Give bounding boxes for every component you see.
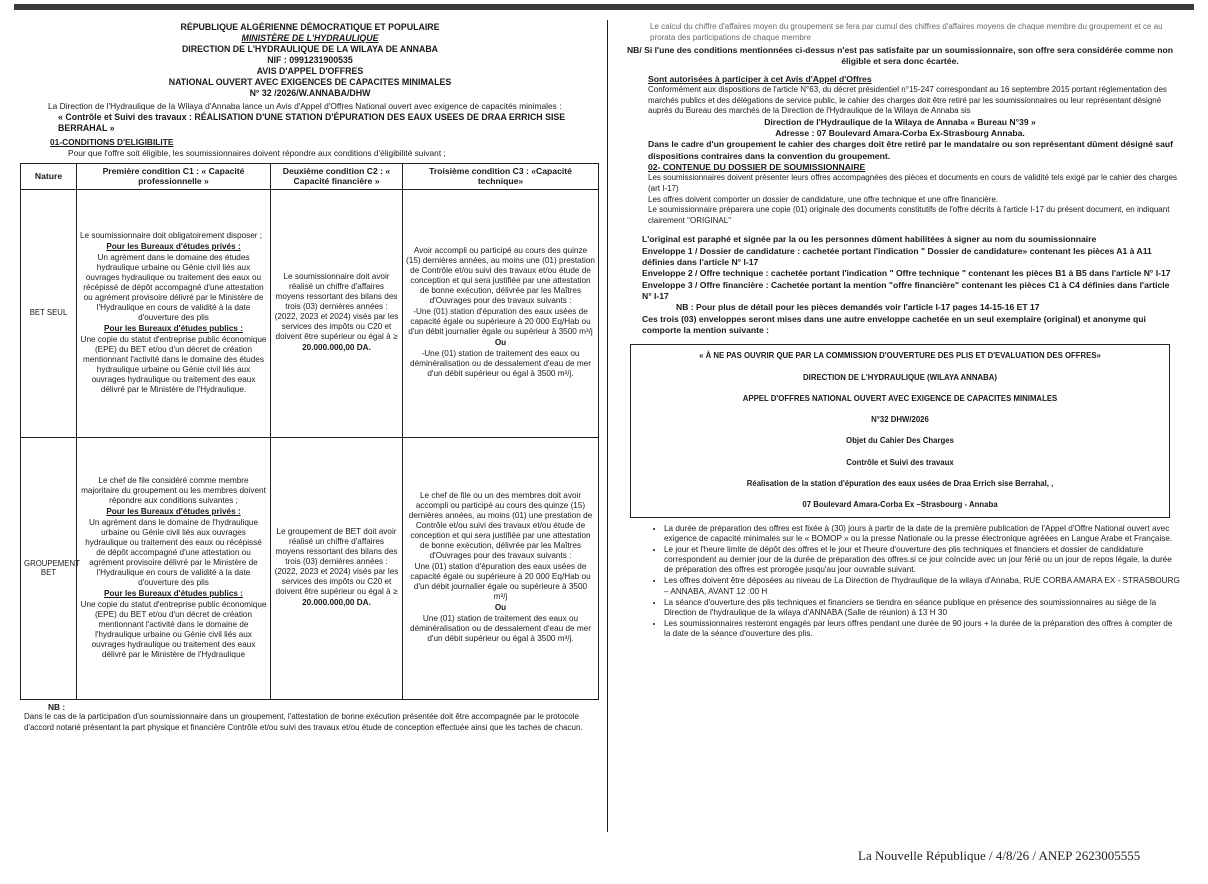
c2-amount: 20.000.000,00 DA. — [302, 343, 371, 353]
envelope-2: Enveloppe 2 / Offre technique : cachetée portant l'indication " Offre technique " contenant les pièces B1 à B5 dans l'article N° I-17 — [642, 268, 1171, 279]
c1-public-title: Pour les Bureaux d'études publics : — [104, 588, 243, 598]
box-line-8: 07 Boulevard Amara-Corba Ex –Strasbourg - Annaba — [802, 500, 998, 510]
table-row-groupement — [21, 437, 599, 699]
envelope-1: Enveloppe 1 / Dossier de candidature : cachetée portant l'indication " Dossier de candidature» contenant les pièces A1 à A11 définies dans l'article N° I-17 — [642, 245, 1152, 267]
groupement-text: Dans le cadre d'un groupement le cahier des charges doit être retiré par le mandataire ou son représentant dûment désigné sauf dispositions contraires dans la convention du groupement. — [648, 139, 1173, 161]
section2-p3: Le soumissionnaire préparera une copie (01) originale des documents constitutifs de l'offre décrits à l'article I-17 du présent document, en indiquant clairement "ORIGINAL" — [648, 205, 1170, 225]
authorized-address: Adresse : 07 Boulevard Amara-Corba Ex-Strasbourg Annaba. — [775, 128, 1025, 139]
c1-intro: Le chef de file considéré comme membre majoritaire du groupement ou les membres doivent répondre aux conditions suivantes ; — [81, 475, 266, 505]
header-number: N° 32 /2026/W.ANNABA/DHW — [249, 87, 371, 98]
table-row-bet-seul — [21, 189, 599, 437]
three-envelopes-text: Ces trois (03) enveloppes seront mises dans une autre enveloppe cachetée en un seul exemplaire (original) et anonyme qui comporte la mention suivante : — [642, 313, 1146, 335]
section2-p1: Les soumissionnaires doivent présenter leurs offres accompagnées des pièces et documents en cours de validité tels exigé par le cahier des charges (art I-17) — [648, 173, 1178, 194]
top-border-bar — [14, 4, 1194, 10]
c1-private-text: Un agrément dans le domaine de l'hydraulique urbaine ou Génie civil liés aux ouvrages hydraulique ou traitement des eaux ou récépissé de dépôt accompagné d'une attestation ou agrément provisoire délivré par le Ministère de l'Hydraulique en cours de validité à la date d'ouverture des plis — [85, 517, 262, 587]
section1-text: Pour que l'offre soit éligible, les soumissionnaires doivent répondre aux conditions d'éligibilité suivant ; — [68, 147, 446, 158]
box-line-4: N°32 DHW/2026 — [871, 415, 929, 425]
nb-eligibility: NB/ Si l'une des conditions mentionnées ci-dessus n'est pas satisfaite par un soumissionnaire, son offre sera considérée comme non éligible et sera donc écartée. — [626, 45, 1174, 67]
c3-text-a: Le chef de file ou un des membres doit avoir accompli ou participé au cours des quinze (15) dernières années, au moins (01) une prestation de Contrôle et/ou suivi des travaux et/ou étude de conception et qui sera justifiée par une attestation de bonne exécution, délivrée par les Maîtres d'Ouvrages pour des travaux suivants : — [408, 491, 593, 561]
list-item: • Les offres doivent être déposées au niveau de La Direction de l'hydraulique de la wilaya d'Annaba, RUE CORBA AMARA EX - STRASBOURG – ANNABA, AVANT 12 :00 H — [664, 576, 1180, 596]
c3-cell — [403, 437, 599, 699]
box-line-1: « À NE PAS OUVRIR QUE PAR LA COMMISSION D'OUVERTURE DES PLIS ET D'EVALUATION DES OFFRES» — [699, 351, 1101, 361]
c1-public-title: Pour les Bureaux d'études publics : — [104, 323, 243, 333]
list-item: • La durée de préparation des offres est fixée à (30) jours à partir de la date de la première publication de l'Appel d'Offre National ouvert avec exigence de capacité minimales sur le « BOMOP » ou la presse Nationale ou la presse électronique agréées en Langue Arabe et Française. — [664, 524, 1180, 544]
list-item: • Les soumissionnaires resteront engagés par leurs offres pendant une durée de 90 jours + la durée de la préparation des offres à compter de la date de la séance d'ouverture des plis. — [664, 619, 1180, 639]
table-header-row — [21, 163, 599, 189]
c1-private-title: Pour les Bureaux d'études privés : — [106, 241, 241, 251]
c3-text-b: Une (01) station d'épuration des eaux usées de capacité égale ou supérieure à 20 000 Eq/Hab ou d'un débit journalier égale ou supérieure à 3500 m³/j — [410, 562, 591, 602]
c1-cell — [77, 437, 271, 699]
c3-text-a: Avoir accompli ou participé au cours des quinze (15) dernières années, au moins une (01) prestation de Contrôle et/ou suivi des travaux et/ou étude de conception et qui sera justifiée par une attestation de bonne exécution, délivrée par les Maîtres d'Ouvrages pour des travaux suivants : — [406, 246, 595, 306]
c1-cell — [77, 189, 271, 437]
box-line-5: Objet du Cahier Des Charges — [846, 436, 954, 446]
c3-text-c: Une (01) station de traitement des eaux ou déminéralisation ou de dessalement d'eau de mer d'un débit supérieur ou égal à 3500 m³/j. — [410, 614, 591, 644]
conditions-bullet-list — [620, 524, 1180, 640]
header-nif: NIF : 0991231900535 — [267, 54, 353, 65]
section2-title: 02- CONTENUE DU DOSSIER DE SOUMISSIONNAIRE — [648, 162, 866, 173]
box-line-7: Réalisation de la station d'épuration des eaux usées de Draa Errich sise Berrahal, , — [746, 479, 1054, 488]
nature-cell: BET SEUL — [21, 189, 77, 437]
header-direction: DIRECTION DE L'HYDRAULIQUE DE LA WILAYA DE ANNABA — [181, 43, 439, 54]
object-text: « Contrôle et Suivi des travaux : RÉALISATION D'UNE STATION D'ÉPURATION DES EAUX USEES DE DRAA ERRICH SISE BERRAHAL » — [58, 111, 566, 133]
c1-public-text: Une copie du statut d'entreprise public économique (EPE) du BET et/ou d'un décret de création mentionnant l'activité dans le domaine de l'hydraulique urbaine ou Génie civil liés aux ouvrages hydraulique ou traitement des eaux délivré par le Ministère de l'Hydraulique — [80, 599, 267, 659]
c3-ou: Ou — [494, 603, 507, 613]
header-c2: Deuxième condition C2 : « Capacité financière » — [271, 163, 403, 189]
column-divider — [607, 20, 608, 832]
list-item: • La séance d'ouverture des plis techniques et financiers se tiendra en séance publique en présence des soumissionnaires au siège de la Direction de l'hydraulique de la wilaya d'ANNABA (Salle de réunion) à 13 H 30 — [664, 598, 1180, 618]
intro-text: La Direction de l'Hydraulique de la Wilaya d'Annaba lance un Avis d'Appel d'Offres National ouvert avec exigence de capacités minimales : — [48, 100, 562, 111]
left-column — [20, 22, 600, 842]
c2-amount: 20.000.000,00 DA. — [302, 598, 371, 608]
header-avis: AVIS D'APPEL D'OFFRES — [256, 65, 364, 76]
nature-cell: GROUPEMENT BET — [21, 437, 77, 699]
header-national: NATIONAL OUVERT AVEC EXIGENCES DE CAPACITES MINIMALES — [168, 76, 452, 87]
header-ministry: MINISTÈRE DE L'HYDRAULIQUE — [241, 32, 379, 43]
authorized-title: Sont autorisées à participer à cet Avis d'Appel d'Offres — [648, 73, 872, 84]
authorized-direction: Direction de l'Hydraulique de la Wilaya de Annaba « Bureau N°39 » — [764, 116, 1036, 127]
nb-text: Dans le cas de la participation d'un soumissionnaire dans un groupement, l'attestation de bonne exécution présentée doit être accompagnée par le protocole d'accord notarié présentant la part physique et financière Contrôle et/ou suivi des travaux et/ou étude de conception effectuée ainsi que les taches de chacun. — [24, 712, 583, 732]
nb-title: NB : — [48, 701, 66, 712]
section1-title: 01-CONDITIONS D'ELIGIBILITE — [50, 137, 174, 148]
authorized-text: Conformément aux dispositions de l'article N°63, du décret présidentiel n°15-247 correspondant au 16 septembre 2015 portant réglementation des marchés publics et des délégations de service public, le cahier des charges doit être retiré par les soumissionnaires ou leur représentant désigné auprès du Bureau des marchés de la Direction de l'Hydraulique de la Wilaya de Annaba sis — [648, 85, 1167, 116]
list-item: • Le jour et l'heure limite de dépôt des offres et le jour et l'heure d'ouverture des plis techniques et financiers et dossier de candidature correspondent au dernier jour de la durée de préparation des offres.si ce jour coïncide avec un jour férié ou un jour de repos légale, la durée de préparation des offres est prorogée jusqu'au jour ouvrable suivant. — [664, 545, 1180, 576]
c3-text-b: -Une (01) station d'épuration des eaux usées de capacité égale ou supérieure à 20 000 Eq/Hab ou d'un débit journalier égale ou supérieur à 3500 m³/j — [408, 307, 593, 337]
c3-cell — [403, 189, 599, 437]
header-c3: Troisième condition C3 : «Capacité technique» — [403, 163, 599, 189]
document-header — [20, 22, 600, 99]
header-republic: RÉPUBLIQUE ALGÉRIENNE DÉMOCRATIQUE ET POPULAIRE — [180, 22, 440, 32]
c1-private-text: Un agrément dans le domaine des études hydraulique urbaine ou Génie civil liés aux ouvrages hydraulique ou traitement des eaux ou récépissé de dépôt accompagné d'une attestation ou agrément provisoire délivré par le Ministère de l'Hydraulique en cours de validité à la date d'ouverture des plis — [83, 252, 264, 322]
c3-ou: Ou — [494, 338, 507, 348]
c3-text-c: -Une (01) station de traitement des eaux ou déminéralisation ou de dessalement d'eau de mer d'un débit supérieur ou égal à 3500 m³/j. — [410, 349, 591, 379]
c2-cell — [271, 437, 403, 699]
header-nature: Nature — [21, 163, 77, 189]
c1-intro: Le soumissionnaire doit obligatoirement disposer ; — [80, 230, 263, 240]
box-line-3: APPEL D'OFFRES NATIONAL OUVERT AVEC EXIGENCE DE CAPACITES MINIMALES — [742, 393, 1058, 403]
nb-details: NB : Pour plus de détail pour les pièces demandés voir l'article I-17 pages 14-15-16 ET 17 — [676, 302, 1040, 313]
group-calc-text: Le calcul du chiffre d'affaires moyen du groupement se fera par cumul des chiffres d'affaires moyens de chaque membre du groupement et ce au prorata des participations de chaque membre — [650, 22, 1163, 42]
original-text: L'original est paraphé et signée par la ou les personnes dûment habilitées à signer au nom du soumissionnaire — [642, 234, 1097, 245]
c2-text: Le soumissionnaire doit avoir réalisé un chiffre d'affaires moyens ressortant des bilans des trois (03) dernières années : (2022, 2023 et 2024) visés par les services des impôts ou C20 et doivent être supérieur ou égal à ≥ — [274, 272, 399, 342]
box-line-6: Contrôle et Suivi des travaux — [846, 457, 954, 467]
envelope-mention-box — [630, 344, 1170, 517]
publication-footer: La Nouvelle République / 4/8/26 / ANEP 2623005555 — [858, 848, 1141, 863]
section2-p2: Les offres doivent comporter un dossier de candidature, une offre technique et une offre financière. — [648, 194, 999, 204]
c1-public-text: Une copie du statut d'entreprise public économique (EPE) du BET et/ou d'un décret de création mentionnant l'activité dans le domaine des études hydraulique urbaine ou Génie civil liés aux ouvrages hydraulique ou traitement des eaux délivré par le Ministère de l'Hydraulique. — [80, 334, 267, 394]
c1-private-title: Pour les Bureaux d'études privés : — [106, 506, 241, 516]
c2-cell — [271, 189, 403, 437]
envelope-3: Enveloppe 3 / Offre financière : Cachetée portant la mention "offre financière" contenant les pièces C1 à C4 définies dans l'article N° I-17 — [642, 279, 1170, 301]
eligibility-table — [20, 163, 599, 700]
box-line-2: DIRECTION DE L'HYDRAULIQUE (WILAYA ANNABA) — [803, 372, 997, 382]
header-c1: Première condition C1 : « Capacité professionnelle » — [77, 163, 271, 189]
right-column — [620, 22, 1180, 842]
c2-text: Le groupement de BET doit avoir réalisé un chiffre d'affaires moyens ressortant des bilans des trois (03) dernières années : (2022, 2023 et 2024) visés par les services des impôts ou C20 et doivent être supérieur ou égal à ≥ — [274, 527, 399, 597]
